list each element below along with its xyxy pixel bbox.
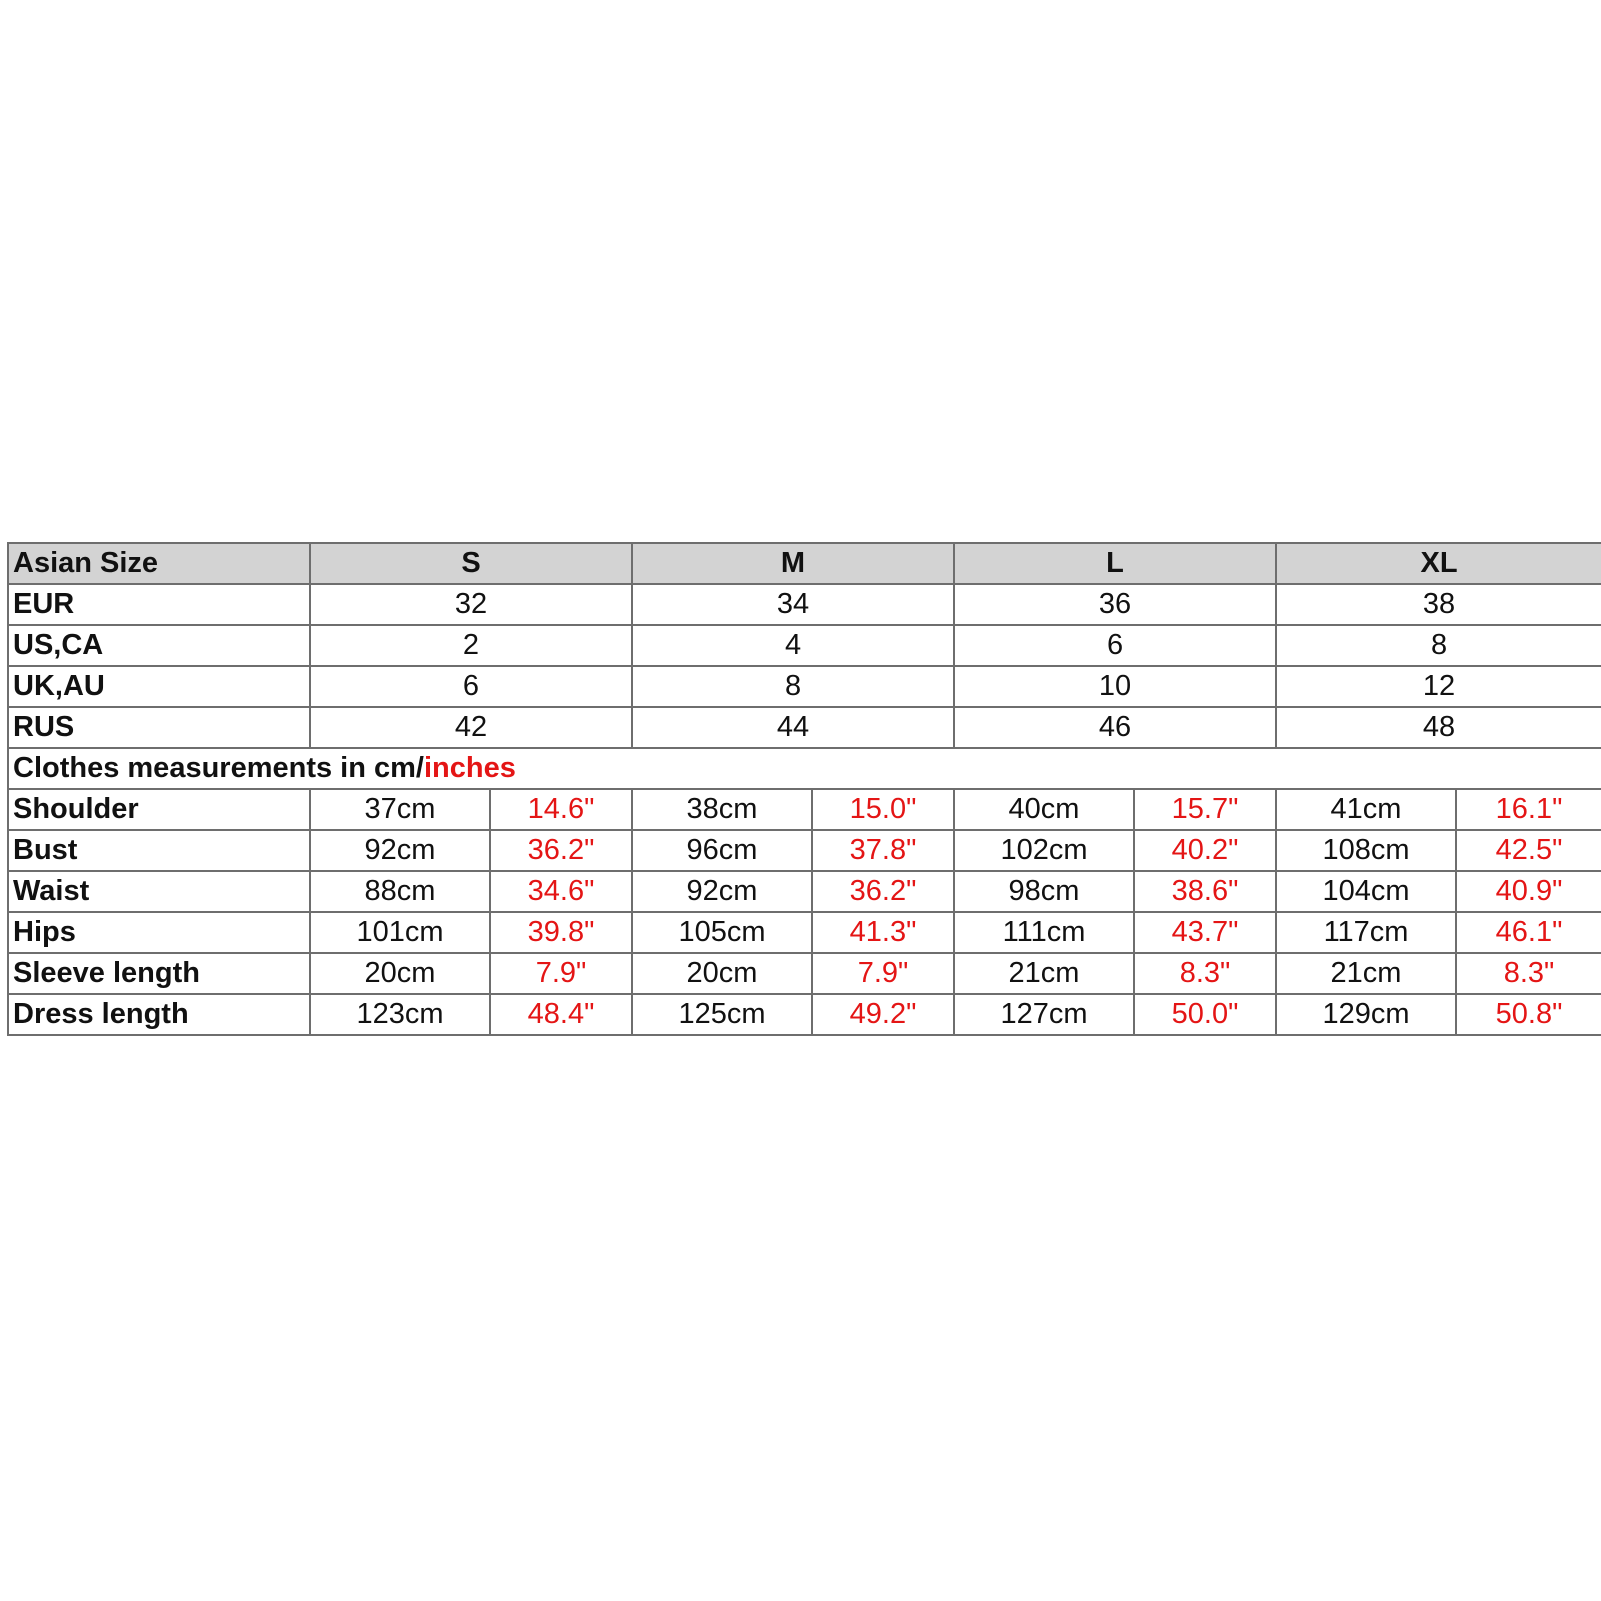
size-header-l: L bbox=[954, 543, 1276, 584]
cm-cell: 37cm bbox=[310, 789, 490, 830]
size-header-s: S bbox=[310, 543, 632, 584]
cm-cell: 20cm bbox=[310, 953, 490, 994]
cm-cell: 102cm bbox=[954, 830, 1134, 871]
conversion-cell: 6 bbox=[310, 666, 632, 707]
conversion-cell: 36 bbox=[954, 584, 1276, 625]
cm-cell: 92cm bbox=[632, 871, 812, 912]
cm-cell: 104cm bbox=[1276, 871, 1456, 912]
inch-cell: 7.9" bbox=[812, 953, 954, 994]
measurement-row-dress-length bbox=[8, 994, 1601, 1035]
measurements-title-prefix: Clothes measurements in cm/ bbox=[13, 752, 424, 784]
inch-cell: 38.6" bbox=[1134, 871, 1276, 912]
inch-cell: 50.0" bbox=[1134, 994, 1276, 1035]
cm-cell: 111cm bbox=[954, 912, 1134, 953]
row-label: Waist bbox=[8, 871, 310, 912]
row-label: RUS bbox=[8, 707, 310, 748]
inch-cell: 48.4" bbox=[490, 994, 632, 1035]
inch-cell: 15.0" bbox=[812, 789, 954, 830]
inch-cell: 41.3" bbox=[812, 912, 954, 953]
measurements-title-accent: inches bbox=[423, 752, 516, 784]
cm-cell: 129cm bbox=[1276, 994, 1456, 1035]
measurements-title-row bbox=[8, 748, 1601, 789]
cm-cell: 41cm bbox=[1276, 789, 1456, 830]
conversion-row-us-ca bbox=[8, 625, 1601, 666]
measurement-row-hips bbox=[8, 912, 1601, 953]
cm-cell: 105cm bbox=[632, 912, 812, 953]
cm-cell: 108cm bbox=[1276, 830, 1456, 871]
cm-cell: 92cm bbox=[310, 830, 490, 871]
conversion-cell: 8 bbox=[1276, 625, 1601, 666]
cm-cell: 20cm bbox=[632, 953, 812, 994]
conversion-cell: 2 bbox=[310, 625, 632, 666]
inch-cell: 49.2" bbox=[812, 994, 954, 1035]
inch-cell: 36.2" bbox=[490, 830, 632, 871]
cm-cell: 21cm bbox=[1276, 953, 1456, 994]
cm-cell: 96cm bbox=[632, 830, 812, 871]
measurement-row-bust bbox=[8, 830, 1601, 871]
cm-cell: 117cm bbox=[1276, 912, 1456, 953]
conversion-cell: 12 bbox=[1276, 666, 1601, 707]
inch-cell: 50.8" bbox=[1456, 994, 1601, 1035]
cm-cell: 101cm bbox=[310, 912, 490, 953]
measurement-row-waist bbox=[8, 871, 1601, 912]
size-header-xl: XL bbox=[1276, 543, 1601, 584]
row-label: Shoulder bbox=[8, 789, 310, 830]
row-label: EUR bbox=[8, 584, 310, 625]
cm-cell: 98cm bbox=[954, 871, 1134, 912]
cm-cell: 38cm bbox=[632, 789, 812, 830]
row-label: US,CA bbox=[8, 625, 310, 666]
conversion-row-uk-au bbox=[8, 666, 1601, 707]
inch-cell: 8.3" bbox=[1134, 953, 1276, 994]
measurement-row-sleeve-length bbox=[8, 953, 1601, 994]
conversion-cell: 8 bbox=[632, 666, 954, 707]
inch-cell: 34.6" bbox=[490, 871, 632, 912]
cm-cell: 40cm bbox=[954, 789, 1134, 830]
inch-cell: 16.1" bbox=[1456, 789, 1601, 830]
inch-cell: 14.6" bbox=[490, 789, 632, 830]
header-label: Asian Size bbox=[8, 543, 310, 584]
cm-cell: 125cm bbox=[632, 994, 812, 1035]
inch-cell: 8.3" bbox=[1456, 953, 1601, 994]
conversion-cell: 4 bbox=[632, 625, 954, 666]
cm-cell: 123cm bbox=[310, 994, 490, 1035]
inch-cell: 40.2" bbox=[1134, 830, 1276, 871]
conversion-cell: 32 bbox=[310, 584, 632, 625]
row-label: Hips bbox=[8, 912, 310, 953]
conversion-cell: 44 bbox=[632, 707, 954, 748]
inch-cell: 43.7" bbox=[1134, 912, 1276, 953]
row-label: UK,AU bbox=[8, 666, 310, 707]
conversion-cell: 46 bbox=[954, 707, 1276, 748]
header-row bbox=[8, 543, 1601, 584]
conversion-cell: 10 bbox=[954, 666, 1276, 707]
conversion-cell: 34 bbox=[632, 584, 954, 625]
inch-cell: 39.8" bbox=[490, 912, 632, 953]
conversion-row-eur bbox=[8, 584, 1601, 625]
inch-cell: 46.1" bbox=[1456, 912, 1601, 953]
inch-cell: 15.7" bbox=[1134, 789, 1276, 830]
measurement-row-shoulder bbox=[8, 789, 1601, 830]
cm-cell: 21cm bbox=[954, 953, 1134, 994]
cm-cell: 127cm bbox=[954, 994, 1134, 1035]
conversion-cell: 6 bbox=[954, 625, 1276, 666]
conversion-cell: 38 bbox=[1276, 584, 1601, 625]
conversion-cell: 42 bbox=[310, 707, 632, 748]
measurements-title bbox=[8, 748, 1601, 789]
inch-cell: 36.2" bbox=[812, 871, 954, 912]
row-label: Bust bbox=[8, 830, 310, 871]
inch-cell: 37.8" bbox=[812, 830, 954, 871]
conversion-cell: 48 bbox=[1276, 707, 1601, 748]
inch-cell: 7.9" bbox=[490, 953, 632, 994]
inch-cell: 42.5" bbox=[1456, 830, 1601, 871]
conversion-row-rus bbox=[8, 707, 1601, 748]
row-label: Sleeve length bbox=[8, 953, 310, 994]
inch-cell: 40.9" bbox=[1456, 871, 1601, 912]
size-header-m: M bbox=[632, 543, 954, 584]
size-chart-table bbox=[7, 542, 1601, 1036]
cm-cell: 88cm bbox=[310, 871, 490, 912]
row-label: Dress length bbox=[8, 994, 310, 1035]
